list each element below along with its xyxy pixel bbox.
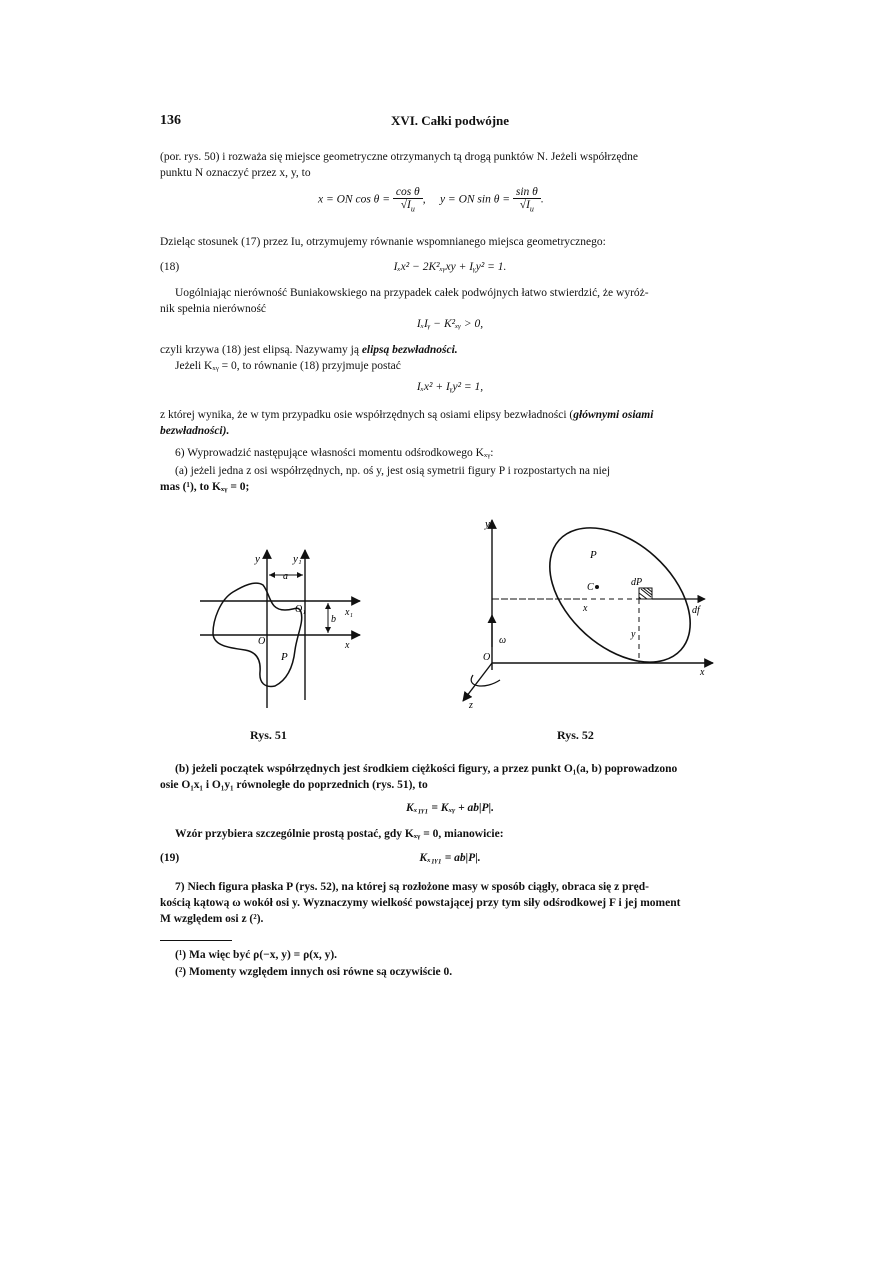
- fig52-label-x: x: [700, 667, 705, 678]
- eq19: Kₓ₁ᵧ₁ = ab|P|.: [419, 852, 481, 864]
- fig52-z-axis: [463, 663, 492, 701]
- para3-line2: nik spełnia nierówność: [160, 303, 267, 315]
- para4-line2: Jeżeli Kₓᵧ = 0, to równanie (18) przyjmuje postać: [175, 360, 401, 372]
- fig52-label-omega: ω: [499, 635, 507, 646]
- fig51-label-y: y: [255, 553, 260, 565]
- para4-line1: czyli krzywa (18) jest elipsą. Nazywamy ją elipsą bezwładności.: [160, 344, 458, 356]
- fig52-label-C: C: [587, 582, 594, 593]
- item6a-line1: (a) jeżeli jedna z osi współrzędnych, np. oś y, jest osią symetrii figury P i rozpostartych na niej: [175, 465, 611, 477]
- para5-line1: z której wynika, że w tym przypadku osie współrzędnych są osiami elipsy bezwładności (głównymi osiami: [160, 409, 654, 421]
- fig51-label-a: a: [283, 571, 288, 582]
- equation-xy: x = ON cos θ = $\frac{\text{cos θ}}{√I_u}$ , y = ON sin θ = $\frac{\text{sin θ}}{√I_u}$ .: [318, 186, 544, 214]
- equation-b: Kₓ₁ᵧ₁ = Kₓᵧ + ab|P|.: [406, 802, 494, 814]
- equation-simple: Iₓx² + Iᵧy² = 1,: [416, 381, 484, 393]
- fig52-label-P: P: [590, 549, 597, 561]
- eq18-label: (18): [160, 261, 180, 273]
- fig51-caption: Rys. 51: [250, 728, 287, 742]
- fig52-label-O: O: [483, 652, 491, 663]
- running-header: XVI. Całki podwójne: [390, 113, 510, 128]
- footnote-1: (¹) Ma więc być ρ(−x, y) = ρ(x, y).: [175, 949, 338, 961]
- page-number: 136: [160, 113, 181, 128]
- item6a-line2: mas (¹), to Kₓᵧ = 0;: [160, 481, 250, 493]
- fig52-label-df: df: [692, 605, 700, 616]
- eq19-label: (19): [160, 852, 180, 864]
- fig52-label-y: y: [485, 518, 490, 530]
- para6: Wzór przybiera szczególnie prostą postać, gdy Kₓᵧ = 0, mianowicie:: [175, 828, 504, 840]
- fig51-label-O1: O₁: [295, 604, 306, 615]
- item-b-line1: (b) jeżeli początek współrzędnych jest środkiem ciężkości figury, a przez punkt O₁(a, b) poprowadzono: [175, 763, 678, 775]
- para3-line1: Uogólniając nierówność Buniakowskiego na przypadek całek podwójnych łatwo stwierdzić, że wyróż-: [175, 287, 649, 299]
- fig51-label-O: O: [258, 636, 266, 647]
- para1-line1: (por. rys. 50) i rozważa się miejsce geometryczne otrzymanych tą drogą punktów N. Jeżeli współrzędne: [160, 151, 639, 163]
- footnote-2: (²) Momenty względem innych osi równe są oczywiście 0.: [175, 966, 453, 978]
- fig52-label-y-small: y: [631, 629, 636, 640]
- inequality: IₓIᵧ − K²ₓᵧ > 0,: [416, 318, 484, 330]
- footnote-rule: [160, 940, 232, 941]
- item6-line1: 6) Wyprowadzić następujące własności momentu odśrodkowego Kₓᵧ:: [175, 447, 494, 459]
- para2: Dzieląc stosunek (17) przez Iu, otrzymujemy równanie wspomnianego miejsca geometrycznego:: [160, 236, 606, 248]
- item7-line2: kością kątową ω wokół osi y. Wyznaczymy wielkość powstającej przy tym siły odśrodkowej F i jej moment: [160, 897, 681, 909]
- fig52-caption: Rys. 52: [557, 728, 594, 742]
- fig51-label-P: P: [281, 651, 288, 663]
- eq18: Iₓx² − 2K²ₓᵧxy + Iᵧy² = 1.: [393, 261, 507, 273]
- fig51-label-b: b: [331, 614, 336, 625]
- fig51-label-x: x: [345, 640, 350, 651]
- para5-line2: bezwładności).: [160, 425, 230, 437]
- item-b-line2: osie O₁x₁ i O₁y₁ równoległe do poprzednich (rys. 51), to: [160, 779, 428, 791]
- fig51-label-x1: x₁: [345, 607, 353, 618]
- fig52-label-z: z: [469, 700, 473, 710]
- fig52-label-dP: dP: [631, 577, 643, 588]
- item7-line3: M względem osi z (²).: [160, 913, 264, 925]
- fig52-centroid-C: [595, 585, 599, 589]
- para1-line2: punktu N oznaczyć przez x, y, to: [160, 167, 311, 179]
- figure-52: [455, 515, 720, 710]
- fig51-label-y1: y₁: [293, 553, 302, 565]
- item7-line1: 7) Niech figura płaska P (rys. 52), na której są rozłożone masy w sposób ciągły, obraca się z pręd-: [175, 881, 649, 893]
- figure-51: [195, 540, 370, 710]
- fig52-label-x-small: x: [583, 603, 588, 614]
